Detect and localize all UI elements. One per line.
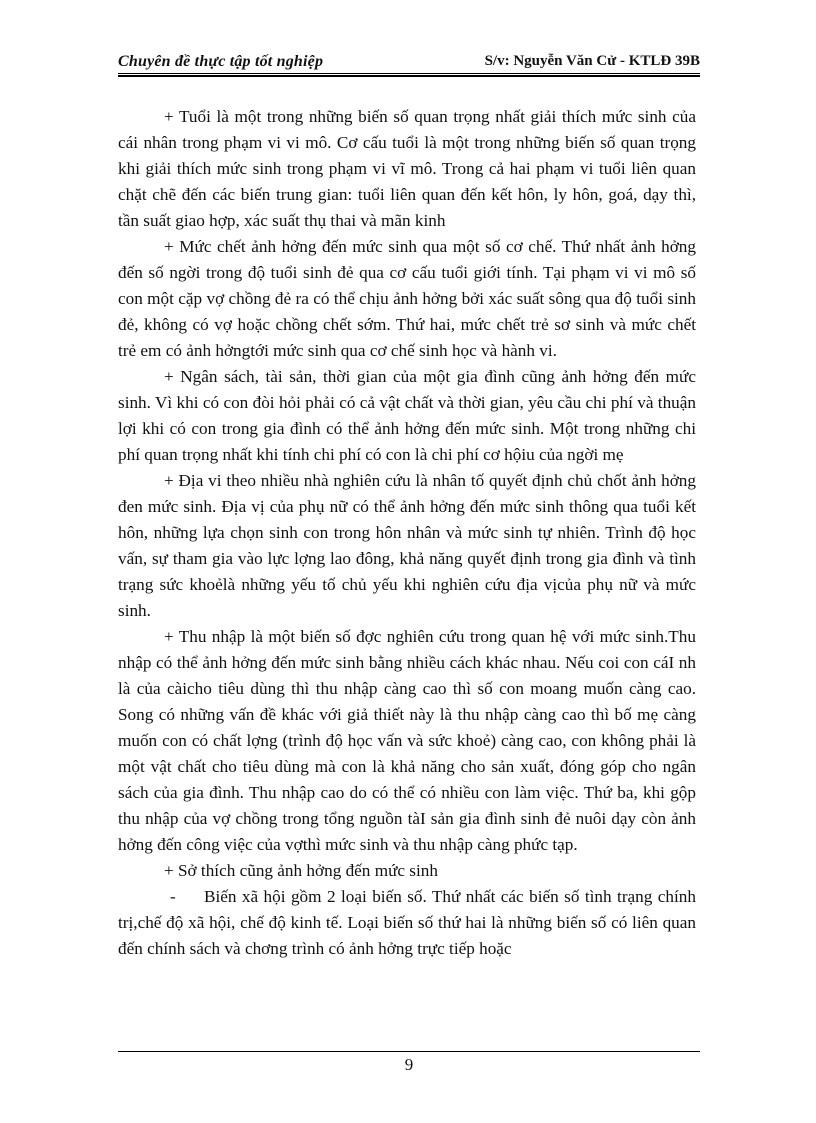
paragraph-age: + Tuổi là một trong những biến số quan trọng nhất giải thích mức sinh của cái nhân trong phạm vi vi mô. Cơ cấu tuổi là một trong những biến số quan trọng khi giải thích mức sinh trong phạm vi vĩ mô. Trong cả hai phạm vi tuổi liên quan chặt chẽ đến các biến trung gian: tuổi liên quan đến kết hôn, ly hôn, goá, dạy thì, tần suất giao hợp, xác suất thụ thai và mãn kinh xyxy=(118,107,696,230)
paragraph-status: + Địa vi theo nhiều nhà nghiên cứu là nhân tố quyết định chủ chốt ảnh hởng đen mức sinh. Địa vị của phụ nữ có thể ảnh hởng đến mức sinh thông qua tuổi kết hôn, những lựa chọn sinh con trong hôn nhân và mức sinh tự nhiên. Trình độ học vấn, sự tham gia vào lực lợng lao đông, khả năng quyết định trong gia đình và tình trạng sức khoẻlà những yếu tố chủ yếu khi nghiên cứu địa vịcủa phụ nữ và mức sinh. xyxy=(118,471,696,620)
paragraph-social-variables xyxy=(118,884,696,962)
paragraph-preference: + Sở thích cũng ảnh hởng đến mức sinh xyxy=(164,861,438,880)
paragraph-budget: + Ngân sách, tài sản, thời gian của một gia đình cũng ảnh hởng đến mức sinh. Vì khi có con đòi hỏi phải có cả vật chất và thời gian, yêu cầu chi phí và thuận lợi khi có con trong gia đình có thể ảnh hởng đến mức sinh. Một trong những chi phí quan trọng nhất khi tính chi phí có con là chi phí cơ hộiu của ngời mẹ xyxy=(118,367,696,464)
document-body xyxy=(118,104,696,962)
paragraph-income: + Thu nhập là một biến số đợc nghiên cứu trong quan hệ với mức sinh.Thu nhập có thể ảnh hởng đến mức sinh bằng nhiều cách khác nhau. Nếu coi con cáI nh là của càicho tiêu dùng thì thu nhập càng cao thì số con moang muốn càng cao. Song có những vấn đề khác với giả thiết này là thu nhập càng cao thì bố mẹ càng muốn con có chất lợng (trình độ học vấn và sức khoẻ) càng cao, con không phải là một vật chất cho tiêu dùng mà con là khả năng cho sản xuất, đóng góp cho ngân sách của gia đình. Thu nhập cao do có thể có nhiều con làm việc. Thứ ba, khi gộp thu nhập của vợ chồng trong tổng nguồn tàI sản gia đình sinh đẻ nuôi dạy còn ảnh hởng đến công việc của vợthì mức sinh và thu nhập càng phức tạp. xyxy=(118,627,696,854)
paragraph-social-variables-text: Biến xã hội gồm 2 loại biến số. Thứ nhất các biến số tình trạng chính trị,chế độ xã hội, chế độ kinh tế. Loại biến số thứ hai là những biến số có liên quan đến chính sách và chơng trình có ảnh hởng trực tiếp hoặc xyxy=(118,887,696,958)
header-divider xyxy=(118,73,700,77)
footer-divider xyxy=(118,1051,700,1052)
header-author: S/v: Nguyễn Văn Cử - KTLĐ 39B xyxy=(484,53,700,69)
page-number: 9 xyxy=(404,1055,414,1074)
paragraph-mortality: + Mức chết ảnh hởng đến mức sinh qua một số cơ chế. Thứ nhất ảnh hởng đến số ngời trong độ tuổi sinh đẻ qua cơ cấu tuổi giới tính. Tại phạm vi vi mô số con một cặp vợ chồng đẻ ra có thể chịu ảnh hởng bởi xác suất sông qua độ tuổi sinh đẻ, không có vợ hoặc chồng chết sớm. Thứ hai, mức chết trẻ sơ sinh và mức chết trẻ em có ảnh hởngtới mức sinh qua cơ chế sinh học và hành vi. xyxy=(118,237,696,360)
header-title: Chuyên đề thực tập tốt nghiệp xyxy=(118,53,324,70)
bullet-dash: - xyxy=(170,887,176,906)
